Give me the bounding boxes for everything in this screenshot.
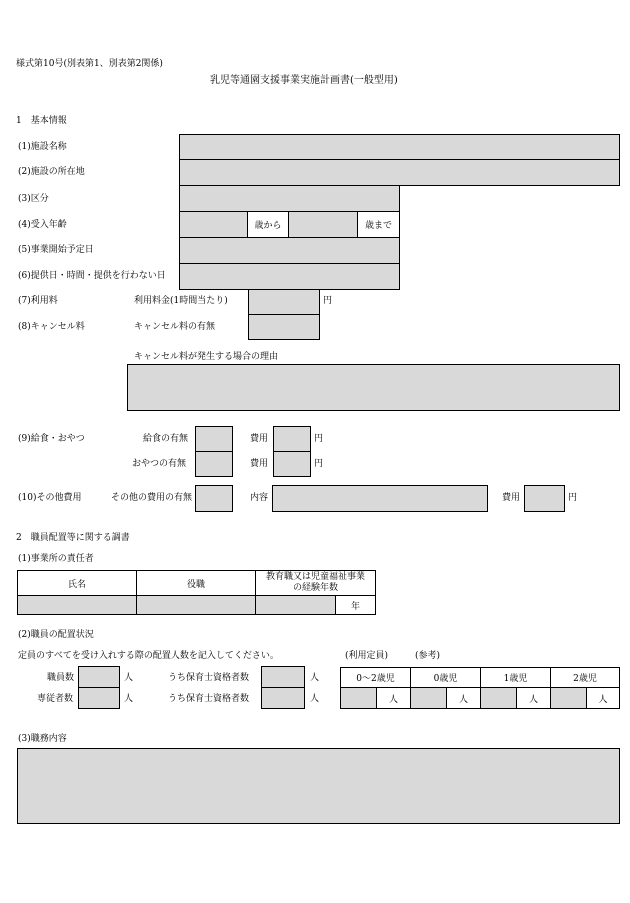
facility-address-input[interactable] xyxy=(179,159,620,186)
snack-cost-yen: 円 xyxy=(314,459,324,469)
manager-label: (1)事業所の責任者 xyxy=(18,554,94,564)
col-experience-header xyxy=(255,570,376,596)
other-cost-input[interactable] xyxy=(524,485,565,512)
capacity-0-unit: 人 xyxy=(446,687,481,709)
section1-heading: 1 基本情報 xyxy=(16,116,67,126)
category-label: (3)区分 xyxy=(18,194,49,204)
meal-cost-input[interactable] xyxy=(273,426,311,452)
cancel-reason-label: キャンセル料が発生する場合の理由 xyxy=(134,352,279,362)
fee-input[interactable] xyxy=(248,289,320,315)
other-label: (10)その他費用 xyxy=(18,493,82,503)
form-number: 様式第10号(別表第1、別表第2関係) xyxy=(16,59,163,69)
section2-heading: 2 職員配置等に関する調書 xyxy=(16,533,130,543)
staff-count-unit: 人 xyxy=(124,673,134,683)
age-to-unit: 歳まで xyxy=(357,211,400,238)
col-name-header: 氏名 xyxy=(17,570,137,596)
fee-sub-label: 利用料金(1時間当たり) xyxy=(134,296,228,306)
duties-input[interactable] xyxy=(17,748,620,824)
facility-name-label: (1)施設名称 xyxy=(18,142,67,152)
staffing-label: (2)職員の配置状況 xyxy=(18,630,94,640)
facility-address-label: (2)施設の所在地 xyxy=(18,167,85,177)
age-to-input[interactable] xyxy=(288,211,358,238)
service-days-input[interactable] xyxy=(179,263,400,290)
fulltime-qualified-input[interactable] xyxy=(261,687,305,709)
capacity-1-input[interactable] xyxy=(480,687,517,709)
meals-label: (9)給食・おやつ xyxy=(18,434,85,444)
start-date-input[interactable] xyxy=(179,237,400,264)
age-from-unit: 歳から xyxy=(247,211,289,238)
meal-sub-label: 給食の有無 xyxy=(143,434,189,444)
age-col-0: 0歳児 xyxy=(410,667,481,688)
cancel-input[interactable] xyxy=(248,314,320,340)
other-cost-yen: 円 xyxy=(568,493,578,503)
start-date-label: (5)事業開始予定日 xyxy=(18,245,94,255)
other-cost-label: 費用 xyxy=(502,493,521,503)
col-position-header: 役職 xyxy=(136,570,256,596)
capacity-label: (利用定員) xyxy=(345,651,389,661)
staffing-note: 定員のすべてを受け入れする際の配置人数を記入してください。 xyxy=(18,651,279,661)
category-input[interactable] xyxy=(179,185,400,212)
snack-sub-label: おやつの有無 xyxy=(132,459,187,469)
meal-cost-yen: 円 xyxy=(314,434,324,444)
capacity-2-input[interactable] xyxy=(550,687,587,709)
facility-name-input[interactable] xyxy=(179,134,620,160)
fulltime-count-input[interactable] xyxy=(78,687,120,709)
age-col-2: 2歳児 xyxy=(550,667,620,688)
meal-cost-label: 費用 xyxy=(250,434,269,444)
page-title: 乳児等通園支援事業実施計画書(一般型用) xyxy=(210,75,398,86)
fulltime-count-unit: 人 xyxy=(124,694,134,704)
cancel-label: (8)キャンセル料 xyxy=(18,322,85,332)
capacity-2-unit: 人 xyxy=(586,687,620,709)
age-range-label: (4)受入年齢 xyxy=(18,220,67,230)
capacity-0-2-input[interactable] xyxy=(340,687,377,709)
fulltime-qualified-unit: 人 xyxy=(310,694,320,704)
manager-experience-input[interactable] xyxy=(255,595,336,615)
manager-name-input[interactable] xyxy=(17,595,137,615)
other-input[interactable] xyxy=(195,485,233,512)
age-col-0-2: 0～2歳児 xyxy=(340,667,411,688)
age-col-1: 1歳児 xyxy=(480,667,551,688)
duties-label: (3)職務内容 xyxy=(18,734,67,744)
years-unit: 年 xyxy=(335,595,376,615)
capacity-0-2-unit: 人 xyxy=(376,687,411,709)
reference-label: (参考) xyxy=(415,651,441,661)
fulltime-count-label: 専従者数 xyxy=(37,694,74,704)
capacity-0-input[interactable] xyxy=(410,687,447,709)
other-content-input[interactable] xyxy=(272,485,488,512)
staff-count-label: 職員数 xyxy=(47,673,75,683)
cancel-sub-label: キャンセル料の有無 xyxy=(134,322,216,332)
col-experience-line2: の経験年数 xyxy=(292,583,338,593)
age-from-input[interactable] xyxy=(179,211,248,238)
fulltime-qualified-label: うち保育士資格者数 xyxy=(168,694,250,704)
snack-cost-input[interactable] xyxy=(273,451,311,477)
meal-input[interactable] xyxy=(195,426,233,452)
fee-label: (7)利用料 xyxy=(18,296,58,306)
qualified-count-unit: 人 xyxy=(310,673,320,683)
col-experience-line1: 教育職又は児童福祉事業 xyxy=(265,572,365,583)
other-sub-label: その他の費用の有無 xyxy=(111,493,193,503)
capacity-1-unit: 人 xyxy=(516,687,551,709)
other-content-label: 内容 xyxy=(250,493,269,503)
cancel-reason-input[interactable] xyxy=(127,364,620,411)
snack-input[interactable] xyxy=(195,451,233,477)
manager-position-input[interactable] xyxy=(136,595,256,615)
qualified-count-input[interactable] xyxy=(261,666,305,688)
qualified-count-label: うち保育士資格者数 xyxy=(168,673,250,683)
staff-count-input[interactable] xyxy=(78,666,120,688)
fee-yen: 円 xyxy=(323,296,333,306)
snack-cost-label: 費用 xyxy=(250,459,269,469)
service-days-label: (6)提供日・時間・提供を行わない日 xyxy=(18,271,166,281)
